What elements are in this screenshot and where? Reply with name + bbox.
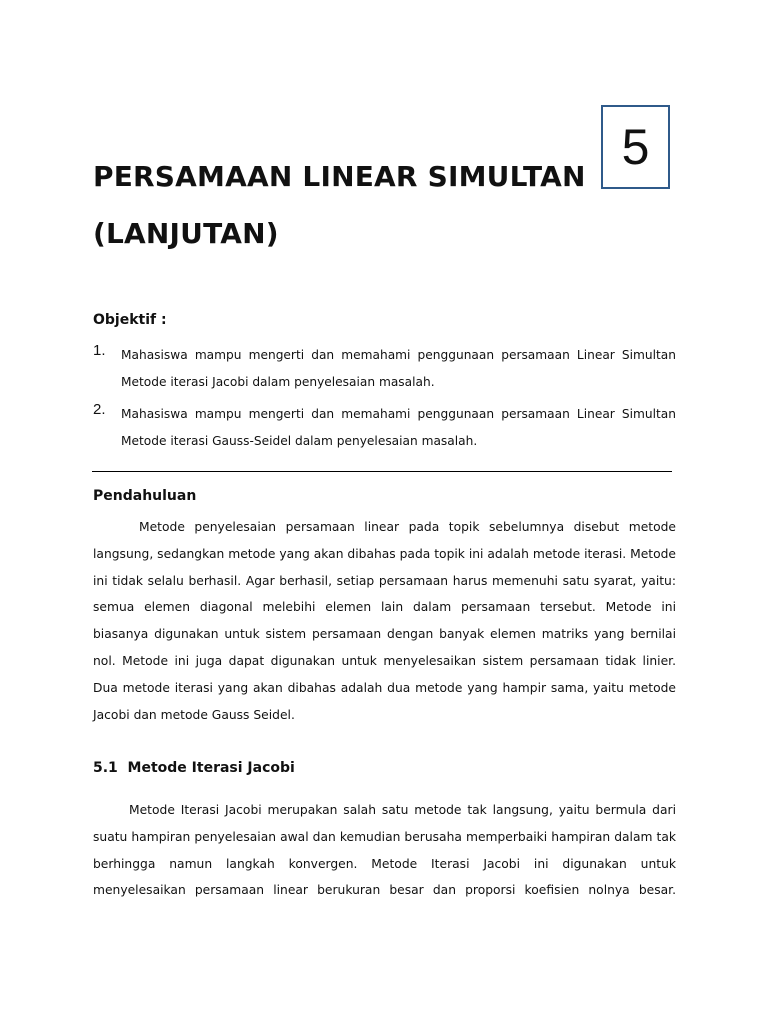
intro-paragraph-text: Metode penyelesaian persamaan linear pada topik sebelumnya disebut metode langsung, sedangkan metode yang akan dibahas pada topik ini adalah metode iterasi. Metode ini tidak selalu berhasil. Agar berhasil, setiap persamaan harus memenuhi satu syarat, yaitu: semua elemen diagonal melebihi elemen lain dalam persamaan tersebut. Metode ini biasanya digunakan untuk sistem persamaan dengan banyak elemen matriks yang bernilai nol. Metode ini juga dapat digunakan untuk menyelesaikan sistem persamaan tidak linier. Dua metode iterasi yang akan dibahas adalah dua metode yang hampir sama, yaitu metode Jacobi dan metode Gauss Seidel. bbox=[93, 520, 676, 722]
objective-number-1: 1. bbox=[93, 342, 106, 359]
chapter-number-box bbox=[601, 105, 670, 189]
intro-paragraph bbox=[93, 514, 676, 728]
objective-text-2: Mahasiswa mampu mengerti dan memahami penggunaan persamaan Linear Simultan Metode iterasi Gauss-Seidel dalam penyelesaian masalah. bbox=[121, 407, 676, 448]
objective-text-1: Mahasiswa mampu mengerti dan memahami penggunaan persamaan Linear Simultan Metode iterasi Jacobi dalam penyelesaian masalah. bbox=[121, 348, 676, 389]
objectives-heading: Objektif : bbox=[93, 312, 167, 328]
chapter-title-line-1: PERSAMAAN LINEAR SIMULTAN bbox=[93, 160, 586, 193]
objective-item-2 bbox=[93, 401, 676, 455]
section-5-1-paragraph-text: Metode Iterasi Jacobi merupakan salah satu metode tak langsung, yaitu bermula dari suatu hampiran penyelesaian awal dan kemudian berusaha memperbaiki hampiran dalam tak berhingga namun langkah konvergen. Metode Iterasi Jacobi ini digunakan untuk menyelesaikan persamaan linear berukuran besar dan proporsi koefisien nolnya besar. bbox=[93, 803, 676, 898]
chapter-title-line-2: (LANJUTAN) bbox=[93, 217, 279, 250]
section-5-1-paragraph bbox=[93, 797, 676, 904]
objective-item-1 bbox=[93, 342, 676, 396]
chapter-number: 5 bbox=[621, 119, 650, 175]
section-5-1-heading: 5.1 Metode Iterasi Jacobi bbox=[93, 760, 295, 776]
objective-number-2: 2. bbox=[93, 401, 106, 418]
section-divider bbox=[92, 471, 672, 472]
intro-heading: Pendahuluan bbox=[93, 488, 197, 504]
